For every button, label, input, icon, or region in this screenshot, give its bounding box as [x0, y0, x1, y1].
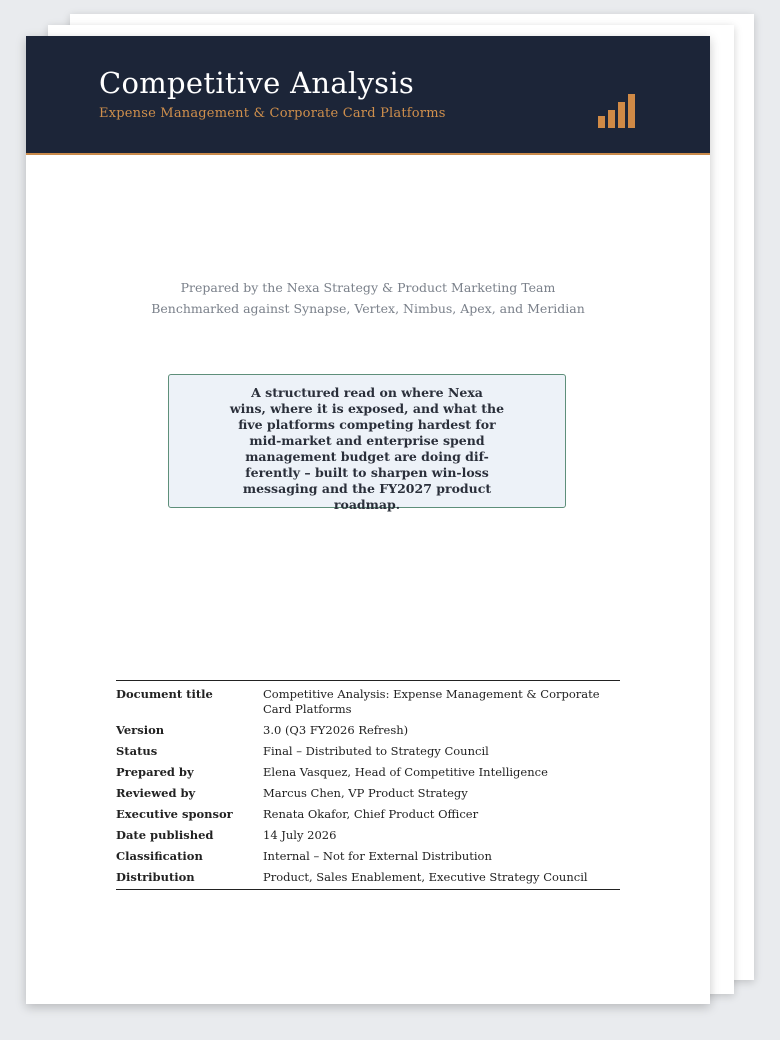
metadata-label: Executive sponsor — [116, 807, 233, 821]
abstract-line: five platforms competing hardest for — [238, 417, 496, 432]
abstract-line: wins, where it is exposed, and what the — [229, 401, 505, 416]
metadata-label: Classification — [116, 849, 203, 863]
benchmark-line: Benchmarked against Synapse, Vertex, Nimbus, Apex, and Meridian — [151, 301, 585, 316]
metadata-row — [116, 807, 620, 822]
abstract-line: A structured read on where Nexa — [251, 385, 483, 400]
metadata-label: Date published — [116, 828, 214, 842]
metadata-value: Renata Okafor, Chief Product Officer — [263, 807, 479, 821]
metadata-value: 14 July 2026 — [263, 828, 337, 842]
metadata-label: Document title — [116, 687, 213, 701]
metadata-label: Reviewed by — [116, 786, 196, 800]
document-page — [26, 36, 710, 1004]
metadata-value: 3.0 (Q3 FY2026 Refresh) — [263, 723, 409, 737]
metadata-label: Version — [116, 723, 165, 737]
page-subtitle: Expense Management & Corporate Card Platforms — [99, 106, 446, 121]
prepared-by-line: Prepared by the Nexa Strategy & Product Marketing Team — [180, 280, 556, 295]
metadata-row — [116, 870, 620, 885]
metadata-row — [116, 765, 620, 780]
metadata-row — [116, 786, 620, 801]
metadata-row — [116, 849, 620, 864]
metadata-row — [116, 723, 620, 738]
metadata-value: Elena Vasquez, Head of Competitive Intelligence — [263, 765, 548, 779]
document-metadata-table — [116, 680, 620, 890]
metadata-row — [116, 744, 620, 759]
metadata-label: Prepared by — [116, 765, 194, 779]
abstract-box — [168, 374, 566, 512]
metadata-value: Marcus Chen, VP Product Strategy — [263, 786, 468, 800]
metadata-value: Competitive Analysis: Expense Management & Corporate Card Platforms — [263, 687, 600, 716]
metadata-label: Status — [116, 744, 158, 758]
abstract-line: management budget are doing dif- — [245, 449, 489, 464]
metadata-row — [116, 828, 620, 843]
abstract-line: ferently – built to sharpen win-loss — [245, 465, 489, 480]
metadata-value: Internal – Not for External Distribution — [263, 849, 492, 863]
abstract-text — [209, 385, 525, 513]
abstract-line: mid-market and enterprise spend — [249, 433, 485, 448]
metadata-row — [116, 687, 620, 717]
title-banner — [26, 36, 710, 155]
metadata-value: Final – Distributed to Strategy Council — [263, 744, 489, 758]
page-title: Competitive Analysis — [99, 66, 415, 100]
metadata-label: Distribution — [116, 870, 195, 884]
abstract-line: messaging and the FY2027 product roadmap. — [242, 481, 492, 512]
bar-chart-icon — [598, 92, 638, 128]
metadata-value: Product, Sales Enablement, Executive Strategy Council — [263, 870, 588, 884]
